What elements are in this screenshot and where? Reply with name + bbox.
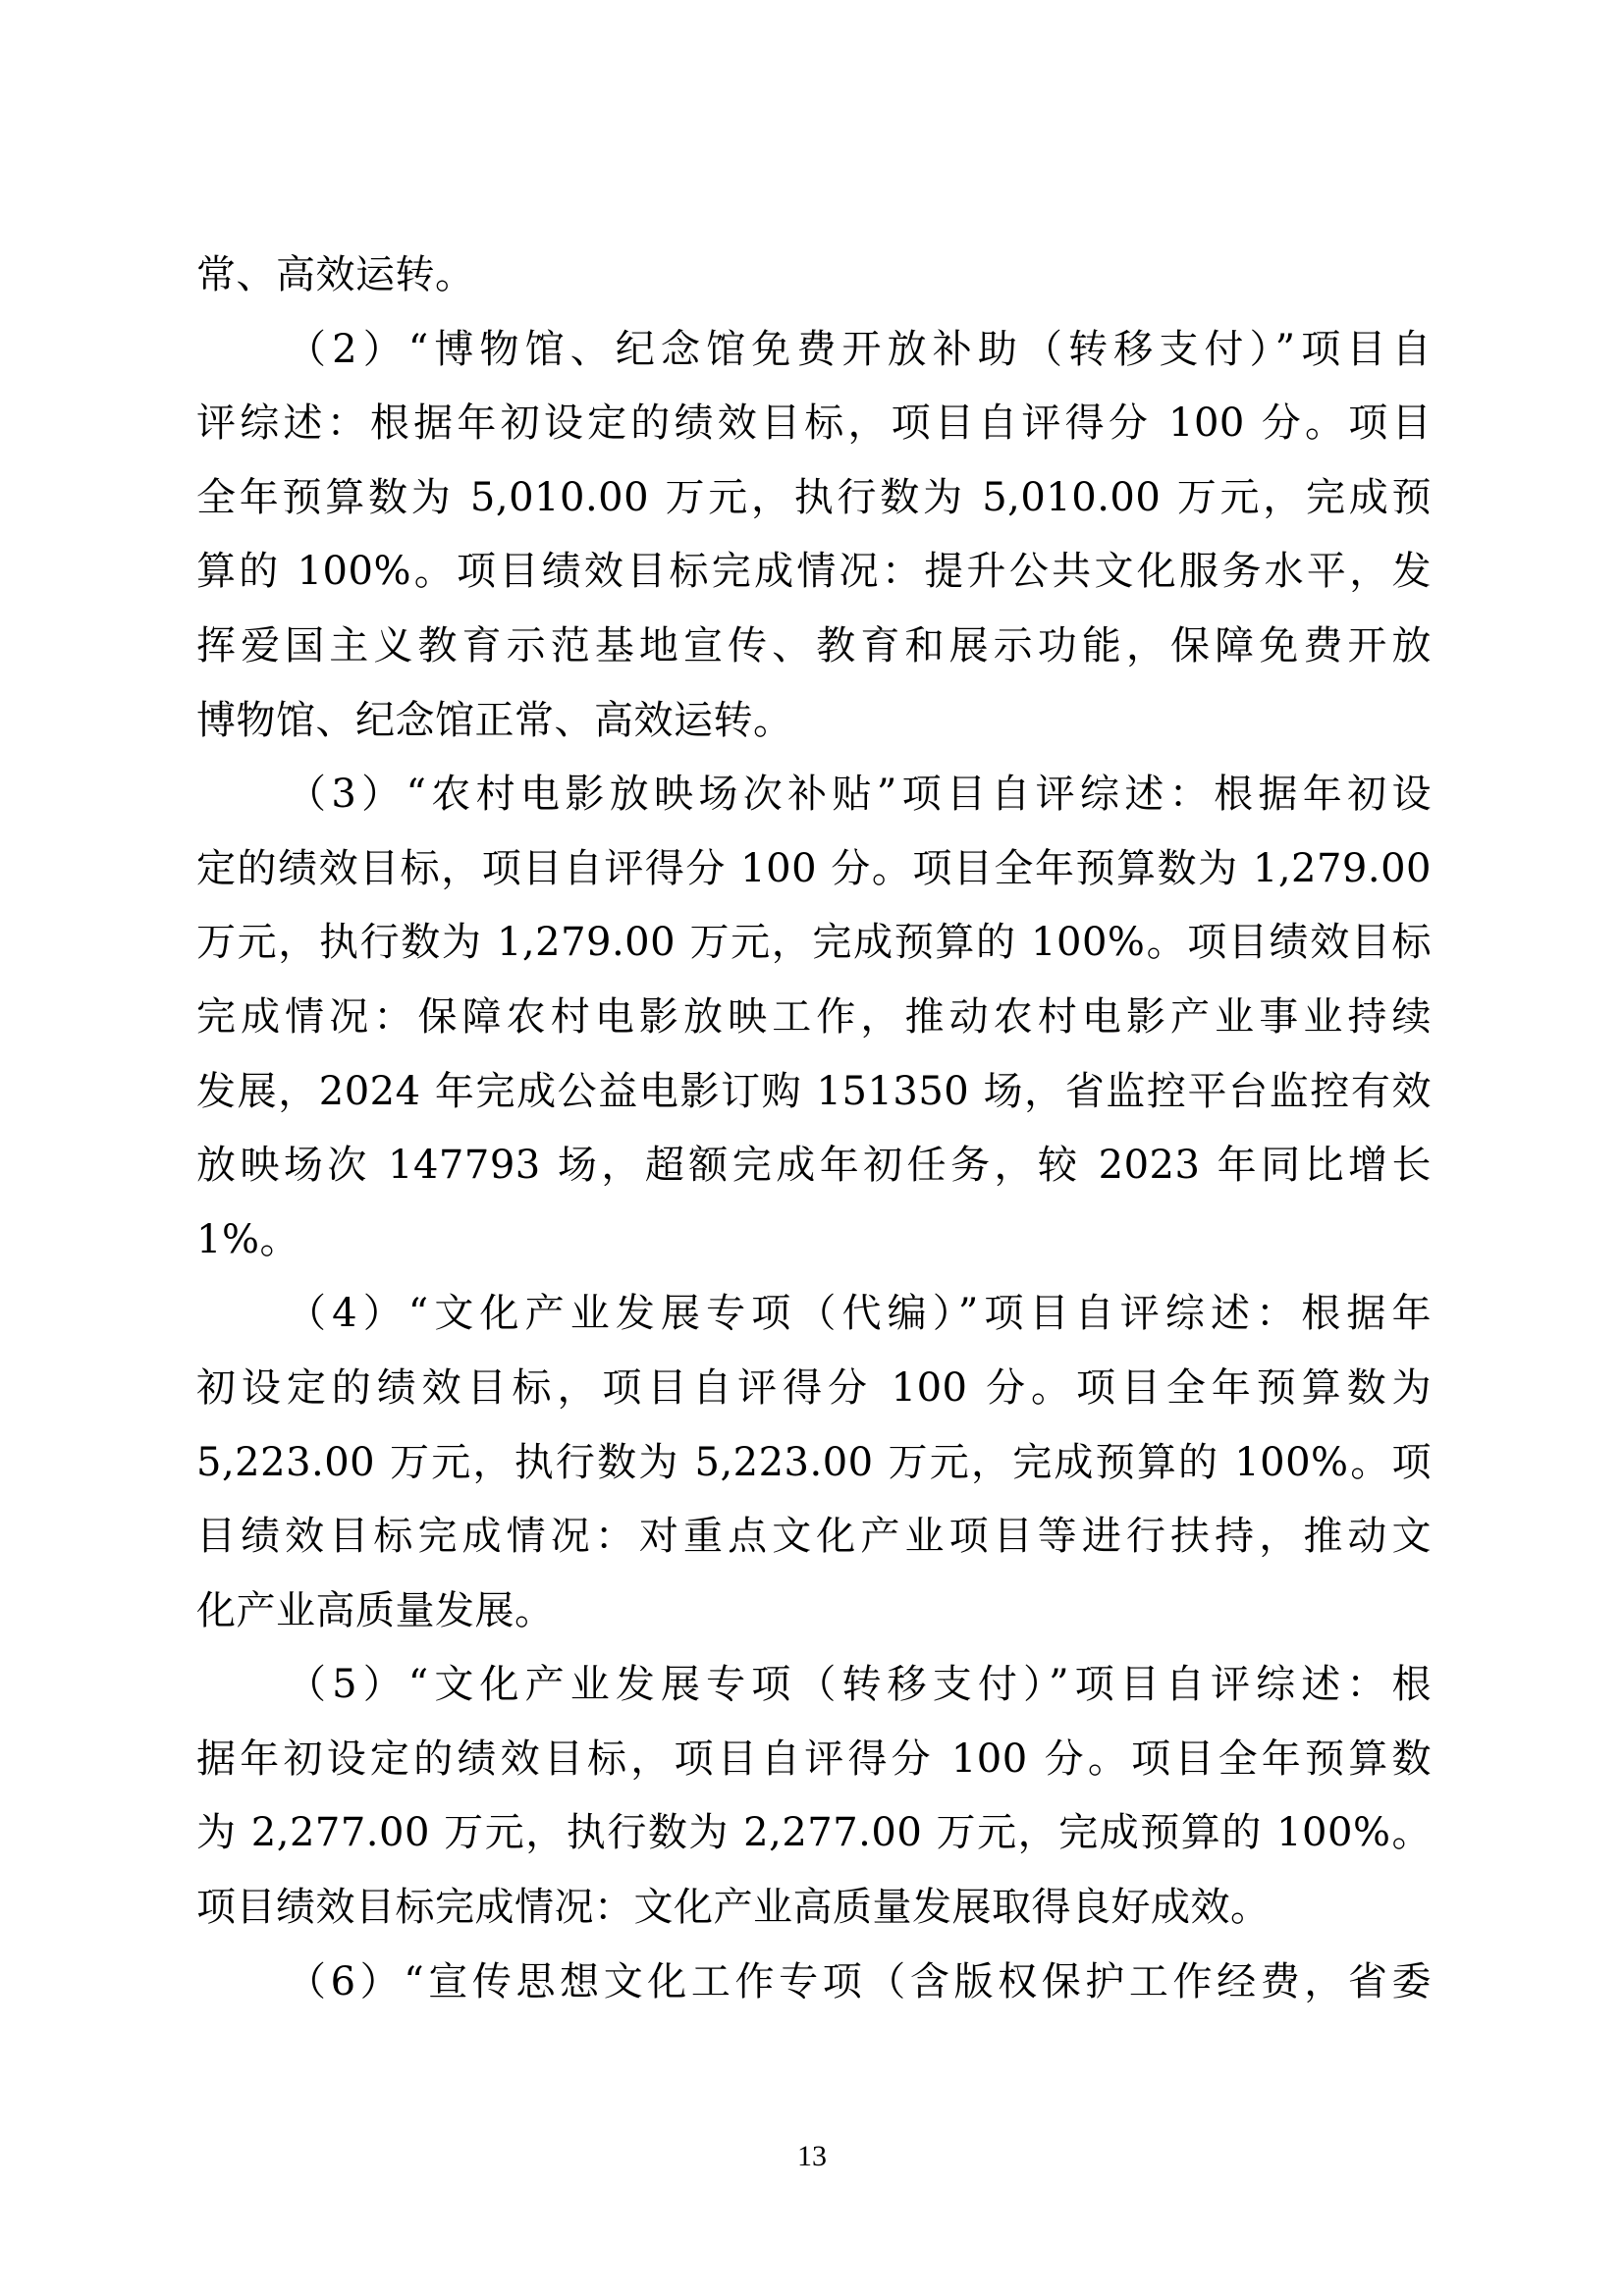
- text-line: （2）“博物馆、纪念馆免费开放补助（转移支付）”项目自: [287, 326, 1432, 372]
- text-line: 项目绩效目标完成情况：文化产业高质量发展取得良好成效。: [196, 1885, 1271, 1931]
- text-line: （4）“文化产业发展专项（代编）”项目自评综述：根据年: [287, 1291, 1432, 1337]
- text-line: 挥爱国主义教育示范基地宣传、教育和展示功能，保障免费开放: [196, 622, 1432, 668]
- text-line: （3）“农村电影放映场次补贴”项目自评综述：根据年初设: [287, 772, 1432, 818]
- text-line: 万元，执行数为 1,279.00 万元，完成预算的 100%。项目绩效目标: [196, 920, 1432, 966]
- text-line: 完成情况：保障农村电影放映工作，推动农村电影产业事业持续: [196, 993, 1432, 1040]
- text-line: 全年预算数为 5,010.00 万元，执行数为 5,010.00 万元，完成预: [196, 474, 1432, 520]
- text-line: 算的 100%。项目绩效目标完成情况：提升公共文化服务水平，发: [196, 549, 1432, 595]
- text-line: 博物馆、纪念馆正常、高效运转。: [196, 697, 793, 743]
- text-line: 放映场次 147793 场，超额完成年初任务，较 2023 年同比增长: [196, 1143, 1432, 1189]
- text-line: 目绩效目标完成情况：对重点文化产业项目等进行扶持，推动文: [196, 1514, 1432, 1560]
- text-line: 发展，2024 年完成公益电影订购 151350 场，省监控平台监控有效: [196, 1068, 1432, 1114]
- text-line: 评综述：根据年初设定的绩效目标，项目自评得分 100 分。项目: [196, 400, 1432, 447]
- body-text: [196, 239, 1432, 2019]
- text-line: 定的绩效目标，项目自评得分 100 分。项目全年预算数为 1,279.00: [196, 845, 1432, 891]
- text-line: 5,223.00 万元，执行数为 5,223.00 万元，完成预算的 100%。项: [196, 1439, 1432, 1485]
- text-line: （5）“文化产业发展专项（转移支付）”项目自评综述：根: [287, 1662, 1432, 1708]
- text-line: 1%。: [196, 1216, 299, 1262]
- text-line: 化产业高质量发展。: [196, 1587, 555, 1633]
- text-line: （6）“宣传思想文化工作专项（含版权保护工作经费，省委: [287, 1958, 1432, 2004]
- text-line: 常、高效运转。: [196, 252, 475, 297]
- page-number: 13: [797, 2140, 827, 2172]
- text-line: 初设定的绩效目标，项目自评得分 100 分。项目全年预算数为: [196, 1364, 1432, 1411]
- text-line: 据年初设定的绩效目标，项目自评得分 100 分。项目全年预算数: [196, 1735, 1432, 1782]
- text-line: 为 2,277.00 万元，执行数为 2,277.00 万元，完成预算的 100%。: [196, 1810, 1432, 1856]
